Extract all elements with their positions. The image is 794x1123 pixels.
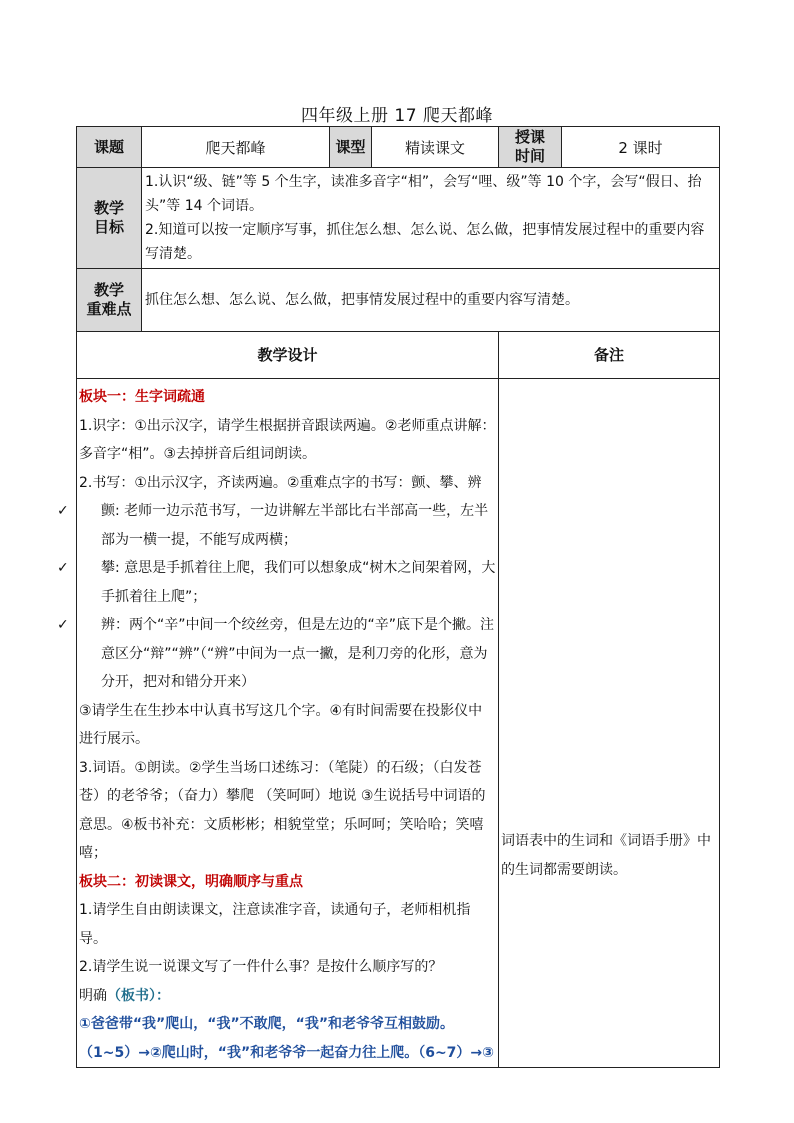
check-icon: ✓ bbox=[57, 617, 69, 633]
check-icon: ✓ bbox=[57, 560, 69, 576]
key-points-label bbox=[77, 269, 142, 332]
lesson-plan-table bbox=[57, 126, 720, 1068]
key-label-line-1: 教学 bbox=[93, 281, 124, 299]
board-line-2: （1~5）→②爬山时，“我”和老爷爷一起奋力往上爬。（6~7）→③ bbox=[79, 1044, 494, 1061]
design-para-1: 1.识字：①出示汉字，请学生根据拼音跟读两遍。②老师重点讲解：多音字“相”。③去掉拼音后组词朗读。 bbox=[79, 417, 496, 462]
design-content bbox=[57, 379, 499, 1068]
goals-text bbox=[142, 168, 720, 269]
block1-title: 板块一：生字词疏通 bbox=[79, 389, 205, 405]
design-para-4: 3.词语。①朗读。②学生当场口述练习：（笔陡）的石级；（白发苍苍）的老爷爷；（奋力）攀爬 （笑呵呵）地说 ③生说括号中词语的意思。④板书补充：文质彬彬；相貌堂堂；乐呵呵；笑哈哈；笑嘻嘻； bbox=[79, 759, 486, 861]
key-label-line-2: 重难点 bbox=[86, 300, 132, 318]
topic-value: 爬天都峰 bbox=[142, 127, 330, 168]
design-header: 教学设计 bbox=[77, 332, 499, 379]
type-value: 精读课文 bbox=[372, 127, 499, 168]
page-title: 四年级上册 17 爬天都峰 bbox=[301, 106, 493, 126]
check-item-3: ✓ 辨：两个“辛”中间一个绞丝旁，但是左边的“辛”底下是个撇。注意区分“辩”“辨”（“辨”中间为一点一撇，是利刀旁的化形，意为分开，把对和错分开来） bbox=[79, 611, 496, 697]
key-points-text: 抓住怎么想、怎么说、怎么做，把事情发展过程中的重要内容写清楚。 bbox=[142, 269, 720, 332]
design-para-2: 2.书写：①出示汉字，齐读两遍。②重难点字的书写：颤、攀、辨 bbox=[79, 474, 482, 491]
goals-label bbox=[77, 168, 142, 269]
goals-line-1: 1.认识“级、链”等 5 个生字，读准多音字“相”，会写“哩、级”等 10 个字，会写“假日、抬头”等 14 个词语。 bbox=[145, 174, 702, 214]
notes-header: 备注 bbox=[499, 332, 720, 379]
goals-label-line-1: 教学 bbox=[93, 199, 124, 217]
time-label bbox=[499, 127, 562, 168]
board-line-1: ①爸爸带“我”爬山，“我”不敢爬，“我”和老爷爷互相鼓励。 bbox=[79, 1016, 455, 1032]
time-value: 2 课时 bbox=[562, 127, 720, 168]
check-item-1: ✓ 颤: 老师一边示范书写，一边讲解左半部比右半部高一些，左半部为一横一提，不能写成两横； bbox=[79, 497, 496, 554]
design-para-3: ③请学生在生抄本中认真书写这几个字。④有时间需要在投影仪中进行展示。 bbox=[79, 702, 483, 747]
check-icon: ✓ bbox=[57, 503, 69, 519]
goals-line-2: 2.知道可以按一定顺序写事，抓住怎么想、怎么说、怎么做，把事情发展过程中的重要内容写清楚。 bbox=[145, 222, 705, 262]
notes-content: 词语表中的生词和《词语手册》中的生词都需要朗读。 bbox=[499, 379, 720, 1068]
topic-label: 课题 bbox=[77, 127, 142, 168]
design-para-5: 1.请学生自由朗读课文，注意读准字音，读通句子，老师相机指导。 bbox=[79, 902, 471, 947]
goals-label-line-2: 目标 bbox=[93, 218, 124, 236]
time-label-line-1: 授课 bbox=[514, 128, 545, 146]
type-label: 课型 bbox=[330, 127, 372, 168]
check-item-2: ✓ 攀: 意思是手抓着往上爬，我们可以想象成“树木之间架着网，大手抓着往上爬”； bbox=[79, 554, 496, 611]
design-para-6: 2.请学生说一说课文写了一件什么事？是按什么顺序写的？ bbox=[79, 959, 443, 975]
block2-title: 板块二：初读课文，明确顺序与重点 bbox=[79, 873, 303, 890]
design-para-7: 明确（板书）： bbox=[79, 987, 170, 1004]
time-label-line-2: 时间 bbox=[514, 147, 545, 165]
